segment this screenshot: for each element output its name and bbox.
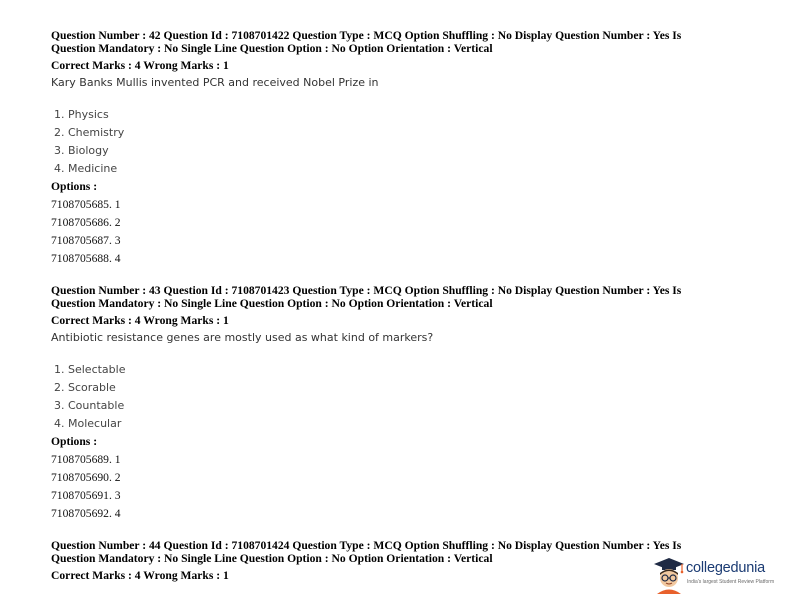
question-header-line2: Question Mandatory : No Single Line Question Option : No Option Orientation : Vertical bbox=[51, 42, 493, 55]
question-marks: Correct Marks : 4 Wrong Marks : 1 bbox=[51, 314, 229, 327]
question-42 bbox=[51, 29, 751, 268]
choice-item: 1. Physics bbox=[54, 108, 109, 121]
logo-brand-text: collegedunia bbox=[686, 560, 766, 576]
answer-choices bbox=[51, 106, 751, 178]
question-header-line1: Question Number : 44 Question Id : 7108701424 Question Type : MCQ Option Shuffling : No Display Question Number : Yes Is bbox=[51, 539, 682, 552]
graduate-mascot-icon bbox=[652, 556, 686, 594]
options-label: Options : bbox=[51, 435, 98, 448]
option-id: 7108705688. 4 bbox=[51, 252, 121, 265]
option-id: 7108705686. 2 bbox=[51, 216, 121, 229]
logo-tagline: India's largest Student Review Platform bbox=[687, 579, 775, 585]
option-id-list bbox=[51, 451, 751, 523]
choice-item: 2. Scorable bbox=[54, 381, 116, 394]
choice-item: 1. Selectable bbox=[54, 363, 126, 376]
option-id-list bbox=[51, 196, 751, 268]
question-header-line1: Question Number : 42 Question Id : 7108701422 Question Type : MCQ Option Shuffling : No Display Question Number : Yes Is bbox=[51, 29, 682, 42]
question-43 bbox=[51, 284, 751, 523]
choice-item: 4. Molecular bbox=[54, 417, 122, 430]
option-id: 7108705685. 1 bbox=[51, 198, 121, 211]
choice-item: 4. Medicine bbox=[54, 162, 118, 175]
choice-item: 3. Countable bbox=[54, 399, 125, 412]
question-header-line1: Question Number : 43 Question Id : 7108701423 Question Type : MCQ Option Shuffling : No Display Question Number : Yes Is bbox=[51, 284, 682, 297]
option-id: 7108705691. 3 bbox=[51, 489, 121, 502]
answer-choices bbox=[51, 361, 751, 433]
question-marks: Correct Marks : 4 Wrong Marks : 1 bbox=[51, 569, 229, 582]
question-text: Antibiotic resistance genes are mostly used as what kind of markers? bbox=[51, 331, 434, 344]
choice-item: 3. Biology bbox=[54, 144, 109, 157]
option-id: 7108705690. 2 bbox=[51, 471, 121, 484]
question-marks: Correct Marks : 4 Wrong Marks : 1 bbox=[51, 59, 229, 72]
option-id: 7108705692. 4 bbox=[51, 507, 121, 520]
question-header-line2: Question Mandatory : No Single Line Question Option : No Option Orientation : Vertical bbox=[51, 297, 493, 310]
choice-item: 2. Chemistry bbox=[54, 126, 125, 139]
question-text: Kary Banks Mullis invented PCR and received Nobel Prize in bbox=[51, 76, 379, 89]
option-id: 7108705689. 1 bbox=[51, 453, 121, 466]
question-header-line2: Question Mandatory : No Single Line Question Option : No Option Orientation : Vertical bbox=[51, 552, 493, 565]
options-label: Options : bbox=[51, 180, 98, 193]
collegedunia-logo bbox=[652, 556, 784, 596]
option-id: 7108705687. 3 bbox=[51, 234, 121, 247]
question-44 bbox=[51, 539, 751, 583]
